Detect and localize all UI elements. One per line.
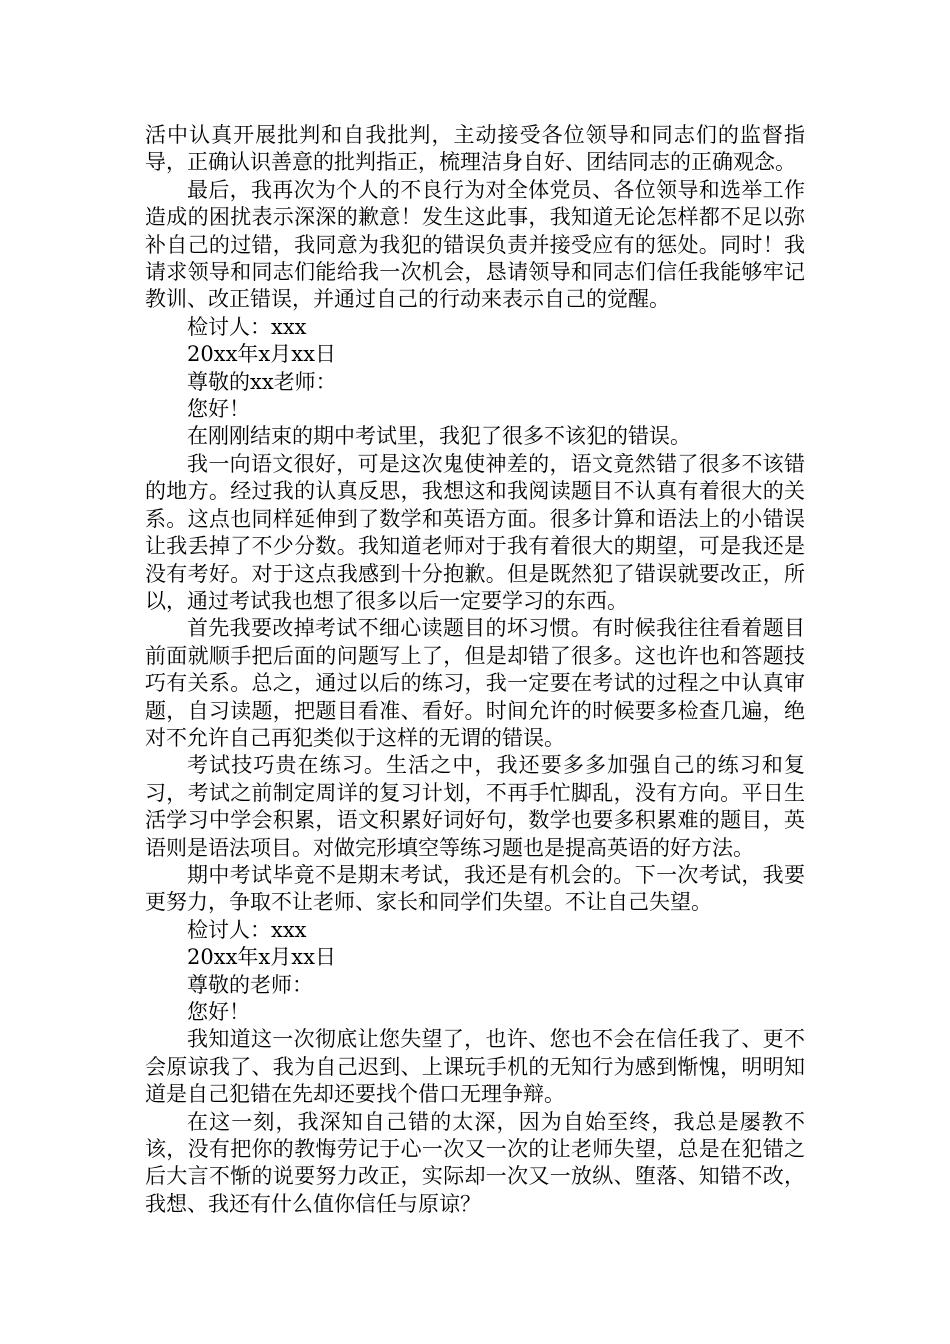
paragraph: 活中认真开展批判和自我批判，主动接受各位领导和同志们的监督指导，正确认识善意的批判指正，梳理洁身自好、团结同志的正确观念。 (145, 123, 805, 175)
date-line: 20xx年x月xx日 (187, 945, 336, 970)
signature-line: 检讨人：xxx (187, 314, 307, 339)
greeting-line: 您好！ (187, 1000, 250, 1024)
salutation-line: 尊敬的xx老师： (187, 369, 337, 394)
paragraph: 最后，我再次为个人的不良行为对全体党员、各位领导和选举工作造成的困扰表示深深的歉意！发生这此事，我知道无论怎样都不足以弥补自己的过错，我同意为我犯的错误负责并接受应有的惩处。同时！我请求领导和同志们能给我一次机会，恳请领导和同志们信任我能够牢记教训、改正错误，并通过自己的行动来表示自己的觉醒。 (145, 177, 805, 312)
signature-line: 检讨人：xxx (187, 917, 307, 942)
document-page (145, 122, 805, 1218)
salutation-line: 尊敬的老师： (187, 972, 313, 997)
paragraph: 在这一刻，我深知自己错的太深，因为自始至终，我总是屡教不该，没有把你的教悔劳记于心一次又一次的让老师失望，总是在犯错之后大言不惭的说要努力改正，实际却一次又一放纵、堕落、知错不改，我想、我还有什么值你信任与原谅？ (145, 1109, 805, 1216)
paragraph: 期中考试毕竟不是期末考试，我还是有机会的。下一次考试，我要更努力，争取不让老师、家长和同学们失望。不让自己失望。 (145, 862, 805, 915)
paragraph: 首先我要改掉考试不细心读题目的坏习惯。有时候我往往看着题目前面就顺手把后面的问题写上了，但是却错了很多。这也许也和答题技巧有关系。总之，通过以后的练习，我一定要在考试的过程之中认真审题，自习读题，把题目看准、看好。时间允许的时候要多检查几遍，绝对不允许自己再犯类似于这样的无谓的错误。 (145, 616, 805, 750)
paragraph: 考试技巧贵在练习。生活之中，我还要多多加强自己的练习和复习，考试之前制定周详的复习计划，不再手忙脚乱，没有方向。平日生活学习中学会积累，语文积累好词好句，数学也要多积累难的题目，英语则是语法项目。对做完形填空等练习题也是提高英语的好方法。 (145, 753, 805, 860)
paragraph: 我知道这一次彻底让您失望了，也许、您也不会在信任我了、更不会原谅我了、我为自己迟到、上课玩手机的无知行为感到惭愧，明明知道是自己犯错在先却还要找个借口无理争辩。 (145, 1027, 805, 1107)
paragraph: 我一向语文很好，可是这次鬼使神差的，语文竟然错了很多不该错的地方。经过我的认真反思，我想这和我阅读题目不认真有着很大的关系。这点也同样延伸到了数学和英语方面。很多计算和语法上的小错误让我丢掉了不少分数。我知道老师对于我有着很大的期望，可是我还是没有考好。对于这点我感到十分抱歉。但是既然犯了错误就要改正，所以，通过考试我也想了很多以后一定要学习的东西。 (145, 451, 805, 613)
date-line: 20xx年x月xx日 (187, 342, 336, 367)
greeting-line: 您好！ (187, 397, 250, 422)
paragraph: 在刚刚结束的期中考试里，我犯了很多不该犯的错误。 (187, 424, 691, 449)
